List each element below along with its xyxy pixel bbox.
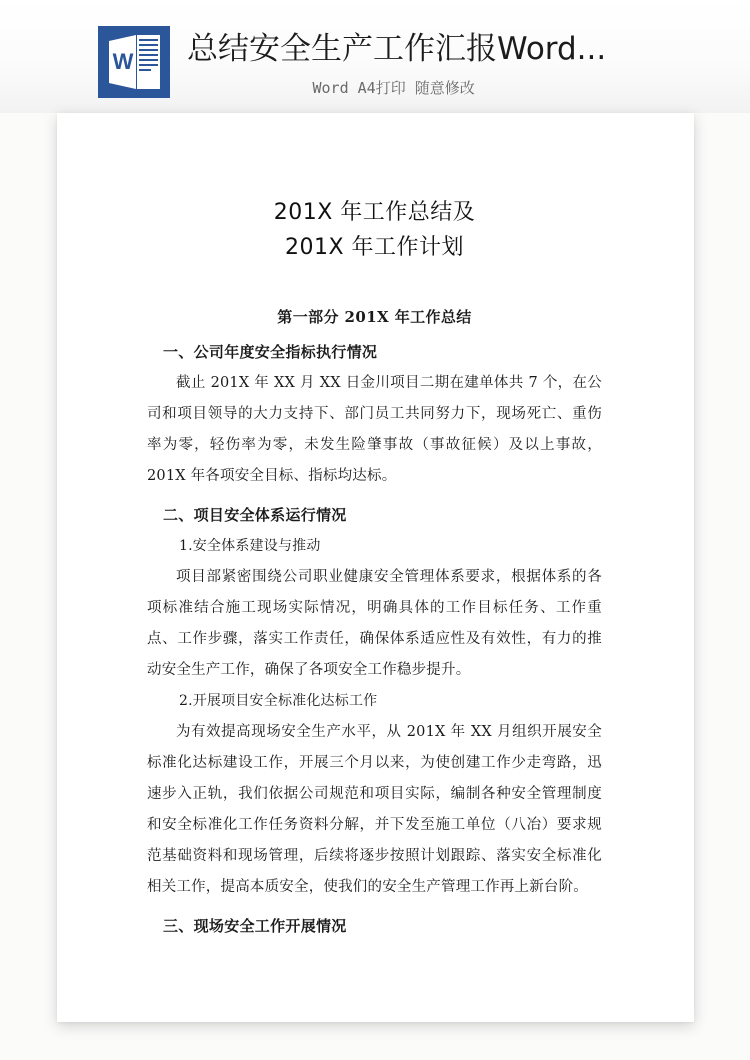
document-title: 总结安全生产工作汇报Word... — [187, 31, 607, 67]
header-content — [98, 26, 606, 100]
header-text-block — [187, 26, 606, 100]
document-subtitle: Word A4打印 随意修改 — [312, 79, 475, 97]
word-icon-line — [139, 54, 158, 56]
doc-section-3-heading: 三、现场安全工作开展情况 — [163, 917, 347, 935]
doc-main-title-line1: 201X 年工作总结及 — [273, 200, 476, 225]
doc-section-2-sub-1-paragraph: 项目部紧密围绕公司职业健康安全管理体系要求，根据体系的各项标准结合施工现场实际情况，明确具体的工作目标任务、工作重点、工作步骤，落实工作责任，确保体系适应性及有效性，有力的推动安全生产工作，确保了各项安全工作稳步提升。 — [147, 569, 602, 678]
doc-section-2-sub-2-paragraph: 为有效提高现场安全生产水平，从 201X 年 XX 月组织开展安全标准化达标建设工作，开展三个月以来，为使创建工作少走弯路，迅速步入正轨，我们依据公司规范和项目实际，编制各种安全管理制度和安全标准化工作任务资料分解，并下发至施工单位（八冶）要求规范基础资料和现场管理，后续将逐步按照计划跟踪、落实安全标准化相关工作，提高本质安全，使我们的安全生产管理工作再上新台阶。 — [147, 724, 602, 895]
word-icon-line — [139, 59, 158, 61]
document-content — [147, 195, 602, 942]
doc-main-title-line2: 201X 年工作计划 — [284, 235, 465, 260]
doc-part-heading: 第一部分 201X 年工作总结 — [277, 308, 472, 326]
word-icon-letter: W — [112, 49, 133, 74]
doc-section-2-sub-2-heading: 2.开展项目安全标准化达标工作 — [179, 693, 378, 709]
document-page — [57, 113, 694, 1022]
page-header — [0, 0, 750, 113]
word-icon-line — [139, 64, 158, 66]
word-icon-line — [139, 49, 158, 51]
word-icon-line — [139, 39, 158, 41]
word-icon-line — [139, 69, 151, 71]
word-icon-line — [139, 44, 158, 46]
doc-section-2-sub-1-heading: 1.安全体系建设与推动 — [179, 538, 321, 554]
doc-section-1-heading: 一、公司年度安全指标执行情况 — [163, 343, 378, 361]
doc-section-1-paragraph: 截止 201X 年 XX 月 XX 日金川项目二期在建单体共 7 个，在公司和项目领导的大力支持下、部门员工共同努力下，现场死亡、重伤率为零，轻伤率为零，未发生险肇事故（事故征候）及以上事故，201X 年各项安全目标、指标均达标。 — [147, 375, 602, 484]
word-document-icon — [98, 26, 170, 98]
word-icon-text-lines — [137, 35, 160, 89]
doc-section-2-heading: 二、项目安全体系运行情况 — [163, 506, 347, 524]
